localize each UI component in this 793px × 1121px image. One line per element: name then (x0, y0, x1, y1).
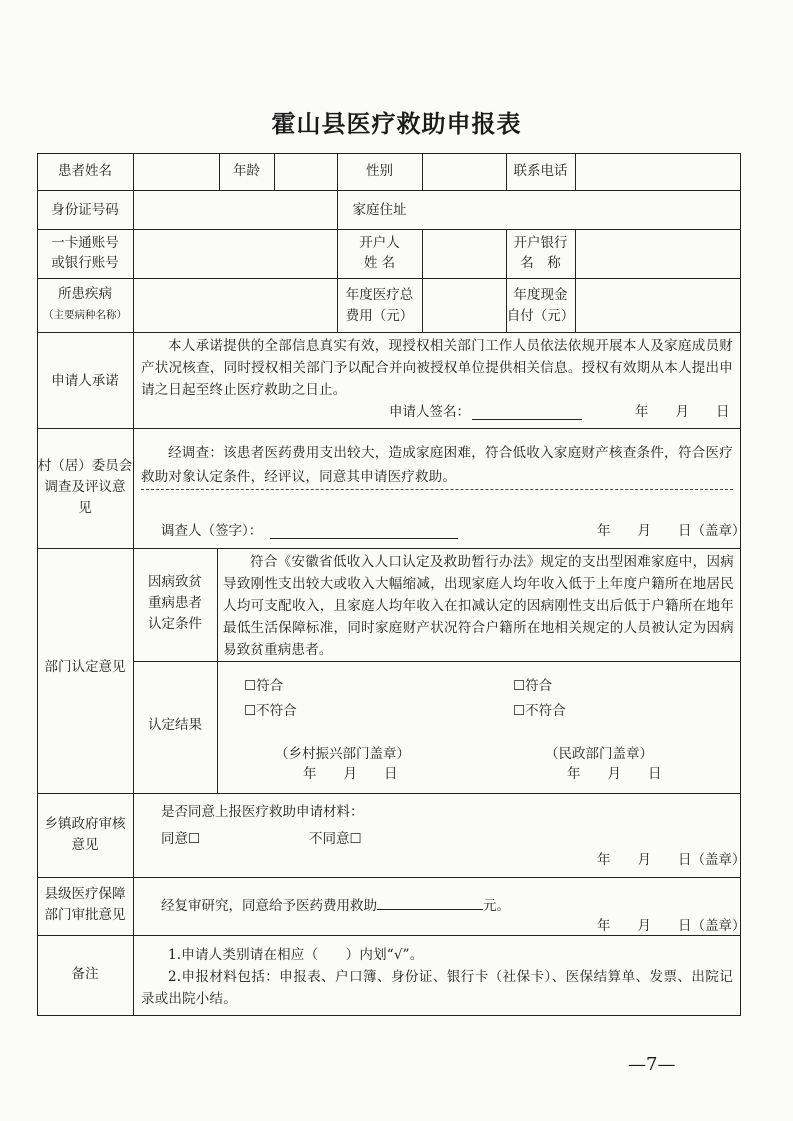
annual-total-label-line2: 费用（元） (345, 308, 414, 324)
village-label-line1: 村（居）委员会 (37, 458, 133, 474)
village-date: 年 月 日（盖章） (597, 523, 746, 539)
township-disagree-option[interactable]: 不同意☐ (309, 831, 362, 847)
table-rule (37, 877, 741, 878)
village-survey-text: 经调查：该患者医药费用支出较大，造成家庭困难，符合低收入家庭财产核查条件，符合医疗救助对象认定条件，经评议，同意其申请医疗救助。 (141, 441, 733, 490)
annual-cash-label-line1: 年度现金 (513, 287, 568, 303)
form-title: 霍山县医疗救助申报表 (271, 109, 522, 138)
holder-label-line1: 开户人 (359, 235, 400, 251)
village-label-line2: 调查及评议意 (44, 479, 126, 495)
civil-affairs-date: 年 月 日 (567, 766, 662, 782)
township-label-line1: 乡镇政府审核 (44, 816, 126, 832)
commitment-text: 本人承诺提供的全部信息真实有效，现授权相关部门工作人员依法依规开展本人及家庭成员财产状况核查，同时授权相关部门予以配合并向被授权单位提供相关信息。授权有效期从本人提出申请之日起至终止医疗救助之日止。 (141, 338, 733, 398)
remarks-line2: 2.申报材料包括：申报表、户口簿、身份证、银行卡（社保卡）、医保结算单、发票、出院记录或出院小结。 (141, 969, 733, 1007)
rural-dept-date: 年 月 日 (303, 766, 398, 782)
table-rule (37, 793, 741, 794)
civil-option-not-meets[interactable]: ☐不符合 (513, 703, 566, 719)
condition-label-line1: 因病致贫 (148, 574, 202, 590)
table-border-right (740, 153, 741, 1016)
bank-label-line1: 开户银行 (513, 235, 568, 251)
table-rule (422, 153, 423, 190)
result-label: 认定结果 (148, 717, 202, 733)
county-approval-suffix: 元。 (483, 898, 510, 914)
village-label-line3: 见 (78, 500, 92, 516)
township-date: 年 月 日（盖章） (597, 852, 746, 868)
age-label: 年龄 (233, 163, 260, 179)
table-border-top (37, 153, 741, 154)
table-rule (217, 548, 218, 793)
remarks-label: 备注 (71, 966, 99, 982)
condition-label-line3: 认定条件 (148, 616, 202, 632)
commitment-label: 申请人承诺 (51, 373, 119, 389)
table-rule (37, 190, 741, 191)
county-approval-prefix: 经复审研究，同意给予医药费用救助 (161, 898, 377, 914)
investigator-label: 调查人（签字）： (161, 523, 263, 539)
table-rule (37, 278, 741, 279)
township-label-line2: 意见 (71, 837, 99, 853)
table-rule (575, 229, 576, 332)
annual-cash-label-line2: 自付（元） (506, 308, 575, 324)
rural-option-meets[interactable]: ☐符合 (244, 678, 284, 694)
patient-name-label: 患者姓名 (58, 163, 112, 179)
township-question: 是否同意上报医疗救助申请材料： (161, 804, 364, 820)
rural-dept-seal: （乡村振兴部门盖章） (275, 746, 410, 762)
civil-affairs-seal: （民政部门盖章） (545, 746, 653, 762)
table-rule (274, 153, 275, 190)
account-label-line1: 一卡通账号 (51, 235, 119, 251)
aid-amount-line (377, 895, 483, 910)
address-label: 家庭住址 (352, 202, 407, 218)
id-number-label: 身份证号码 (51, 202, 119, 218)
phone-label: 联系电话 (513, 163, 568, 179)
table-rule (422, 229, 423, 332)
department-label: 部门认定意见 (44, 659, 126, 675)
account-label-line2: 或银行账号 (51, 255, 119, 271)
commitment-date: 年 月 日 (635, 404, 730, 420)
county-approval-text (161, 895, 510, 917)
condition-text: 符合《安徽省低收入人口认定及救助暂行办法》规定的支出型困难家庭中，因病导致刚性支出较大或收入大幅缩减，出现家庭人均年收入低于上年度户籍所在地居民人均可支配收入，且家庭人均年收入在扣减认定的因病刚性支出后低于户籍所在地年最低生活保障标准，同时家庭财产状况符合户籍所在地相关规定的人员被认定为因病易致贫重病患者。 (223, 554, 734, 658)
applicant-sign-line (472, 405, 582, 420)
condition-label-line2: 重病患者 (148, 595, 202, 611)
county-label-line1: 县级医疗保障 (44, 886, 126, 902)
rural-option-not-meets[interactable]: ☐不符合 (244, 703, 297, 719)
civil-option-meets[interactable]: ☐符合 (513, 678, 553, 694)
table-rule (575, 153, 576, 190)
page-number: —7— (628, 1054, 676, 1075)
remarks-line1: 1.申请人类别请在相应（ ）内划“√”。 (168, 947, 424, 963)
annual-total-label-line1: 年度医疗总 (345, 287, 414, 303)
holder-label-line2: 姓 名 (363, 255, 396, 271)
county-date: 年 月 日（盖章） (597, 918, 746, 934)
county-label-line2: 部门审批意见 (44, 907, 126, 923)
disease-label: 所患疾病 (58, 286, 112, 302)
disease-note: （主要病种名称） (43, 309, 127, 321)
table-rule (37, 428, 741, 429)
bank-label-line2: 名 称 (520, 255, 561, 271)
table-rule (37, 332, 741, 333)
table-rule (133, 661, 741, 662)
table-rule (37, 229, 741, 230)
investigator-sign-line (270, 524, 458, 539)
township-agree-option[interactable]: 同意☐ (161, 831, 201, 847)
table-border-bottom (37, 1015, 741, 1016)
applicant-sign-label: 申请人签名： (389, 404, 470, 420)
gender-label: 性别 (366, 163, 393, 179)
application-form-table (37, 153, 746, 1016)
table-rule (37, 548, 741, 549)
